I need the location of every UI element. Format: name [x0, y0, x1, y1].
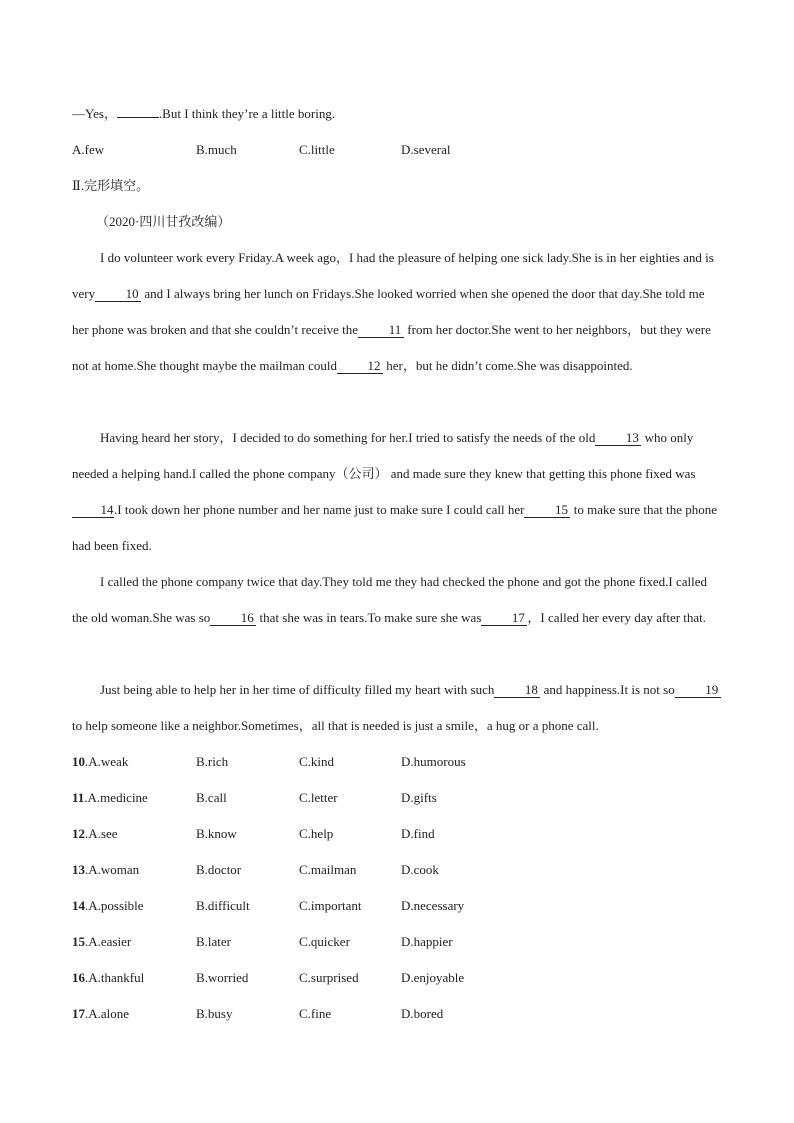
passage-paragraph-1: [72, 240, 722, 384]
question-row: [72, 1006, 572, 1022]
option-a: [72, 934, 131, 950]
question-row: [72, 754, 572, 770]
option-d: D.enjoyable: [401, 970, 465, 985]
option-b: B.know: [196, 826, 237, 841]
option-c: C.important: [299, 898, 362, 913]
option-a: A.few: [72, 142, 105, 157]
option-d: D.gifts: [401, 790, 437, 805]
option-c: C.quicker: [299, 934, 350, 949]
blank-11: 11: [358, 322, 404, 338]
option-b: B.worried: [196, 970, 249, 985]
question-row: [72, 862, 572, 878]
option-d: D.humorous: [401, 754, 466, 769]
option-a-text: .A.woman: [85, 862, 140, 877]
option-b: B.doctor: [196, 862, 242, 877]
question-row: [72, 970, 572, 986]
prev-question-blank: [117, 117, 159, 118]
option-a-text: .A.see: [85, 826, 118, 841]
option-d: D.necessary: [401, 898, 465, 913]
option-a: [72, 862, 139, 878]
p4-text-2: and happiness.It is not so: [540, 682, 675, 697]
option-a: [72, 970, 144, 986]
question-number: 10: [72, 754, 85, 769]
p2-text-1: Having heard her story，I decided to do something for her.I tried to satisfy the needs of the old: [100, 430, 596, 445]
blank-15: 15: [524, 502, 570, 518]
passage-paragraph-3: [72, 564, 722, 636]
p1-text-3: from her doctor.She went to her neighbors，but they were not at home.She thought maybe the mailman could: [72, 322, 711, 373]
option-a: [72, 826, 118, 842]
option-b: B.rich: [196, 754, 229, 769]
option-b: B.call: [196, 790, 227, 805]
option-b: B.difficult: [196, 898, 250, 913]
p2-text-2: who only needed a helping hand.I called the phone company（公司） and made sure they knew that getting this phone fixed was: [72, 430, 696, 481]
blank-14: 14: [72, 502, 114, 518]
option-a-text: .A.easier: [85, 934, 132, 949]
option-c: C.help: [299, 826, 334, 841]
passage-paragraph-2: [72, 420, 722, 564]
p1-text-1: I do volunteer work every Friday.A week ago，I had the pleasure of helping one sick lady.She is in her eighties and is very: [72, 250, 714, 301]
option-a-text: .A.medicine: [84, 790, 148, 805]
option-c: C.mailman: [299, 862, 357, 877]
option-a: [72, 754, 128, 770]
prev-question-stem: [72, 106, 335, 122]
p1-text-2: and I always bring her lunch on Fridays.She looked worried when she opened the door that day.She told me her phone was broken and that she couldn’t receive the: [72, 286, 705, 337]
p3-text-2: that she was in tears.To make sure she was: [256, 610, 482, 625]
option-c: C.surprised: [299, 970, 359, 985]
question-number: 11: [72, 790, 85, 805]
question-number: 14: [72, 898, 85, 913]
p3-text-3: ，I called her every day after that.: [527, 610, 707, 625]
question-row: [72, 898, 572, 914]
question-number: 16: [72, 970, 85, 985]
prev-question-options: [72, 142, 572, 158]
blank-19: 19: [675, 682, 721, 698]
option-a-text: .A.possible: [85, 898, 144, 913]
p3-text-1: I called the phone company twice that day.They told me they had checked the phone and got the phone fixed.I called the old woman.She was so: [72, 574, 708, 625]
blank-10: 10: [95, 286, 141, 302]
option-b: B.much: [196, 142, 237, 157]
option-b: B.busy: [196, 1006, 233, 1021]
question-row: [72, 826, 572, 842]
option-c: C.fine: [299, 1006, 332, 1021]
option-a: [72, 1006, 129, 1022]
p4-text-3: to help someone like a neighbor.Sometimes，all that is needed is just a smile，a hug or a phone call.: [72, 718, 599, 733]
option-d: D.several: [401, 142, 451, 157]
passage-paragraph-4: [72, 672, 722, 744]
question-row: [72, 790, 572, 806]
p1-text-4: her，but he didn’t come.She was disappointed.: [383, 358, 633, 373]
blank-17: 17: [481, 610, 527, 626]
option-a-text: .A.weak: [85, 754, 129, 769]
option-c: C.little: [299, 142, 335, 157]
blank-16: 16: [210, 610, 256, 626]
option-a-text: .A.alone: [85, 1006, 130, 1021]
section-heading: Ⅱ.完形填空。: [72, 178, 150, 193]
question-number: 15: [72, 934, 85, 949]
question-number: 17: [72, 1006, 85, 1021]
blank-18: 18: [494, 682, 540, 698]
option-a-text: .A.thankful: [85, 970, 145, 985]
p4-text-1: Just being able to help her in her time of difficulty filled my heart with such: [100, 682, 495, 697]
question-row: [72, 934, 572, 950]
question-number: 13: [72, 862, 85, 877]
option-a: [72, 898, 144, 914]
blank-13: 13: [595, 430, 641, 446]
section-source: （2020·四川甘孜改编）: [96, 214, 231, 229]
option-d: D.find: [401, 826, 435, 841]
blank-12: 12: [337, 358, 383, 374]
question-number: 12: [72, 826, 85, 841]
option-d: D.bored: [401, 1006, 444, 1021]
option-c: C.kind: [299, 754, 335, 769]
option-b: B.later: [196, 934, 232, 949]
option-a: [72, 790, 148, 806]
prev-question-text-after: .But I think they’re a little boring.: [158, 106, 336, 121]
option-c: C.letter: [299, 790, 338, 805]
p2-text-4: to make sure that the phone had been fixed.: [72, 502, 718, 553]
prev-question-text-before: —Yes，: [72, 106, 117, 121]
option-d: D.happier: [401, 934, 453, 949]
p2-text-3: .I took down her phone number and her name just to make sure I could call her: [114, 502, 525, 517]
option-d: D.cook: [401, 862, 439, 877]
